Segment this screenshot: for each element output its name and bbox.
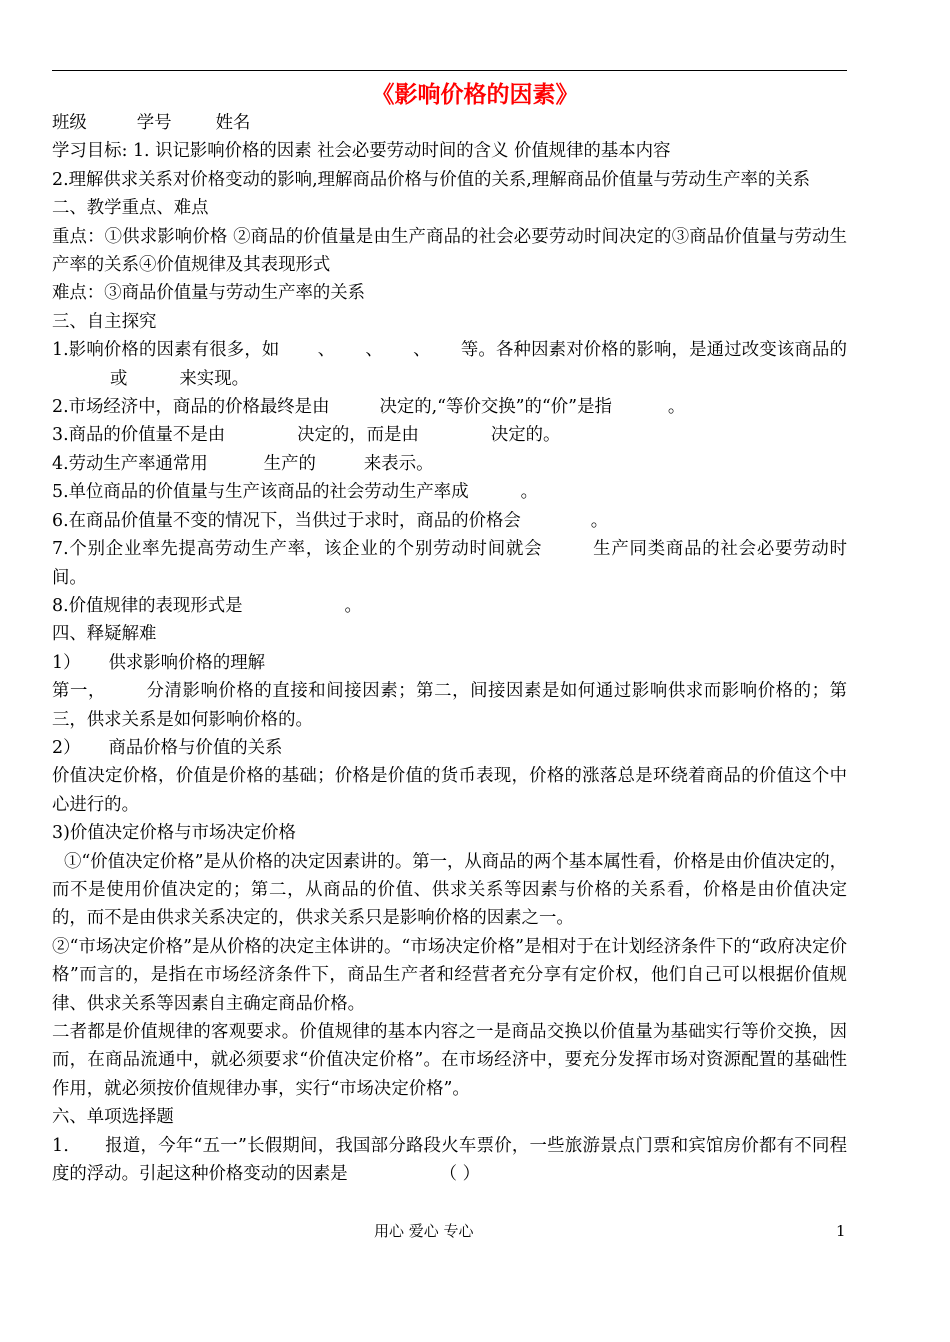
subsection-3-paragraph-b: ②“市场决定价格”是从价格的决定主体讲的。“市场决定价格”是相对于在计划经济条件下的“政府决定价格”而言的，是指在市场经济条件下，商品生产者和经营者充分享有定价权，他们自己可以根据价值规律、供求关系等因素自主确定商品价格。 [52,936,847,1014]
objectives-line-2: 2.理解供求关系对价格变动的影响,理解商品价格与价值的关系,理解商品价值量与劳动生产率的关系 [52,169,811,190]
objectives-line-1: 学习目标: 1. 识记影响价格的因素 社会必要劳动时间的含义 价值规律的基本内容 [52,141,671,162]
document-title: 《影响价格的因素》 [371,81,579,108]
subsection-3-paragraph-a: ①“价值决定价格”是从价格的决定因素讲的。第一，从商品的两个基本属性看，价格是由价值决定的，而不是使用价值决定的；第二，从商品的价值、供求关系等因素与价格的关系看，价格是由价值决定的，而不是由供求关系决定的，供求关系只是影响价格的因素之一。 [52,851,847,929]
subsection-2-text: 价值决定价格，价值是价格的基础；价格是价值的货币表现，价格的涨落总是环绕着商品的价值这个中心进行的。 [52,766,847,815]
answer-parentheses: （ ） [439,1164,480,1185]
section-3-heading: 三、自主探究 [52,311,157,332]
subsection-1-text: 第一， 分清影响价格的直接和间接因素；第二，间接因素是如何通过影响供求而影响价格的；第三，供求关系是如何影响价格的。 [52,681,847,730]
question-1: 1.影响价格的因素有很多，如 、 、 、 等。各种因素对价格的影响，是通过改变该商品的或 来实现。 [52,340,847,389]
question-8: 8.价值规律的表现形式是 。 [52,595,362,616]
question-7: 7.个别企业率先提高劳动生产率，该企业的个别劳动时间就会 生产同类商品的社会必要劳动时间。 [52,539,847,588]
subsection-3-heading: 3)价值决定价格与市场决定价格 [52,823,296,844]
section-4-heading: 四、释疑解难 [52,624,157,645]
footer-motto: 用心 爱心 专心 [374,1222,474,1240]
subsection-3-paragraph-c: 二者都是价值规律的客观要求。价值规律的基本内容之一是商品交换以价值量为基础实行等价交换，因而，在商品流通中，就必须要求“价值决定价格”。在市场经济中，要充分发挥市场对资源配置的基础性作用，就必须按价值规律办事，实行“市场决定价格”。 [52,1022,847,1099]
question-3: 3.商品的价值量不是由 决定的，而是由 决定的。 [52,425,561,446]
section-2-heading: 二、教学重点、难点 [52,198,209,219]
difficult-points: 难点：③商品价值量与劳动生产率的关系 [52,283,366,304]
question-5: 5.单位商品的价值量与生产该商品的社会劳动生产率成 。 [52,482,538,503]
page-number: 1 [836,1222,846,1240]
question-4: 4.劳动生产率通常用 生产的 来表示。 [52,453,434,474]
subsection-2-heading: 2） 商品价格与价值的关系 [52,737,283,758]
section-6-heading: 六、单项选择题 [52,1107,174,1128]
class-label: 班级 [52,113,87,133]
choice-question-1: 1． 报道，今年“五一”长假期间，我国部分路段火车票价，一些旅游景点门票和宾馆房价都有不同程度的浮动。引起这种价格变动的因素是 （ ） [52,1135,847,1185]
name-label: 姓名 [215,113,251,133]
top-rule [52,70,847,71]
student-info-line [52,109,847,137]
question-2: 2.市场经济中，商品的价格最终是由 决定的,“等价交换”的“价”是指 。 [52,397,686,418]
key-points: 重点：①供求影响价格 ②商品的价值量是由生产商品的社会必要劳动时间决定的③商品价值量与劳动生产率的关系④价值规律及其表现形式 [52,226,847,276]
subsection-1-heading: 1） 供求影响价格的理解 [52,652,265,673]
question-6: 6.在商品价值量不变的情况下，当供过于求时，商品的价格会 。 [52,510,609,531]
document-body [52,109,847,1188]
student-number-label: 学号 [136,113,172,133]
